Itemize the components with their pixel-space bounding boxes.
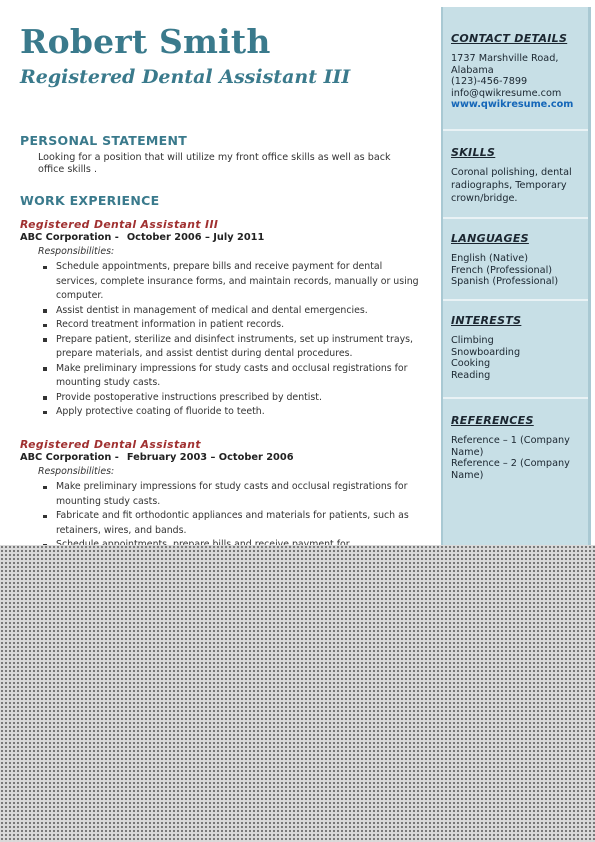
sidebar-divider xyxy=(443,397,588,399)
list-item: Make preliminary impressions for study casts and occlusal registrations for mounting study casts. xyxy=(20,362,422,391)
job-title: Registered Dental Assistant III xyxy=(20,218,219,231)
responsibilities-label: Responsibilities: xyxy=(38,246,115,257)
list-item: Spanish (Professional) xyxy=(451,276,559,288)
list-item: French (Professional) xyxy=(451,264,553,276)
list-item: Climbing xyxy=(451,335,494,346)
list-item: English (Native) xyxy=(451,253,528,264)
interests-heading: INTERESTS xyxy=(451,314,522,327)
languages-heading: LANGUAGES xyxy=(451,232,529,245)
candidate-name: Robert Smith xyxy=(20,22,271,61)
job-company: ABC Corporation - xyxy=(20,232,119,243)
skills-text: Coronal polishing, dental radiographs, Temporary crown/bridge. xyxy=(451,167,572,204)
candidate-title: Registered Dental Assistant III xyxy=(20,66,351,88)
contact-email[interactable]: info@qwikresume.com xyxy=(451,87,562,99)
references-list xyxy=(451,435,583,481)
list-item: Apply protective coating of fluoride to teeth. xyxy=(20,405,422,420)
job-meta xyxy=(20,231,422,244)
personal-statement-text: Looking for a position that will utilize my front office skills as well as back office skills . xyxy=(38,152,391,175)
contact-details-heading: CONTACT DETAILS xyxy=(451,32,568,45)
references-heading: REFERENCES xyxy=(451,414,534,427)
list-item: Reference – 1 (Company Name) xyxy=(451,435,570,458)
job-entry xyxy=(20,438,422,553)
dotted-overlay xyxy=(0,545,595,842)
responsibilities-list xyxy=(20,260,422,420)
contact-address: 1737 Marshville Road, Alabama xyxy=(451,53,559,76)
list-item: Provide postoperative instructions prescribed by dentist. xyxy=(20,391,422,406)
job-meta xyxy=(20,451,422,464)
contact-details xyxy=(451,53,583,111)
skills-heading: SKILLS xyxy=(451,146,496,159)
contact-website-link[interactable]: www.qwikresume.com xyxy=(451,99,574,111)
list-item: Reading xyxy=(451,369,491,381)
job-dates: February 2003 – October 2006 xyxy=(126,452,294,463)
job-company: ABC Corporation - xyxy=(20,452,119,463)
sidebar-divider xyxy=(443,217,588,219)
list-item: Prepare patient, sterilize and disinfect instruments, set up instrument trays, prepare materials, and assist dentist during dental procedures. xyxy=(20,333,422,362)
work-experience-heading: WORK EXPERIENCE xyxy=(20,193,160,208)
sidebar-divider xyxy=(443,129,588,131)
list-item: Reference – 2 (Company Name) xyxy=(451,458,570,481)
list-item: Snowboarding xyxy=(451,346,521,358)
list-item: Cooking xyxy=(451,358,491,370)
sidebar-divider xyxy=(443,299,588,301)
list-item: Assist dentist in management of medical and dental emergencies. xyxy=(20,304,422,319)
list-item: Record treatment information in patient records. xyxy=(20,318,422,333)
list-item: Make preliminary impressions for study casts and occlusal registrations for mounting study casts. xyxy=(20,480,422,509)
contact-phone: (123)-456-7899 xyxy=(451,76,528,88)
job-dates: October 2006 – July 2011 xyxy=(126,232,265,243)
resume-sidebar xyxy=(441,7,591,547)
job-entry xyxy=(20,218,422,420)
list-item: Schedule appointments, prepare bills and receive payment for dental services, complete insurance forms, and maintain records, manually or using computer. xyxy=(20,260,422,304)
list-item: Fabricate and fit orthodontic appliances and materials for patients, such as retainers, wires, and bands. xyxy=(20,509,422,538)
job-title: Registered Dental Assistant xyxy=(20,438,201,451)
responsibilities-list xyxy=(20,480,422,553)
languages-list xyxy=(451,253,583,288)
personal-statement-heading: PERSONAL STATEMENT xyxy=(20,133,188,148)
responsibilities-label: Responsibilities: xyxy=(38,466,115,477)
interests-list xyxy=(451,335,583,381)
